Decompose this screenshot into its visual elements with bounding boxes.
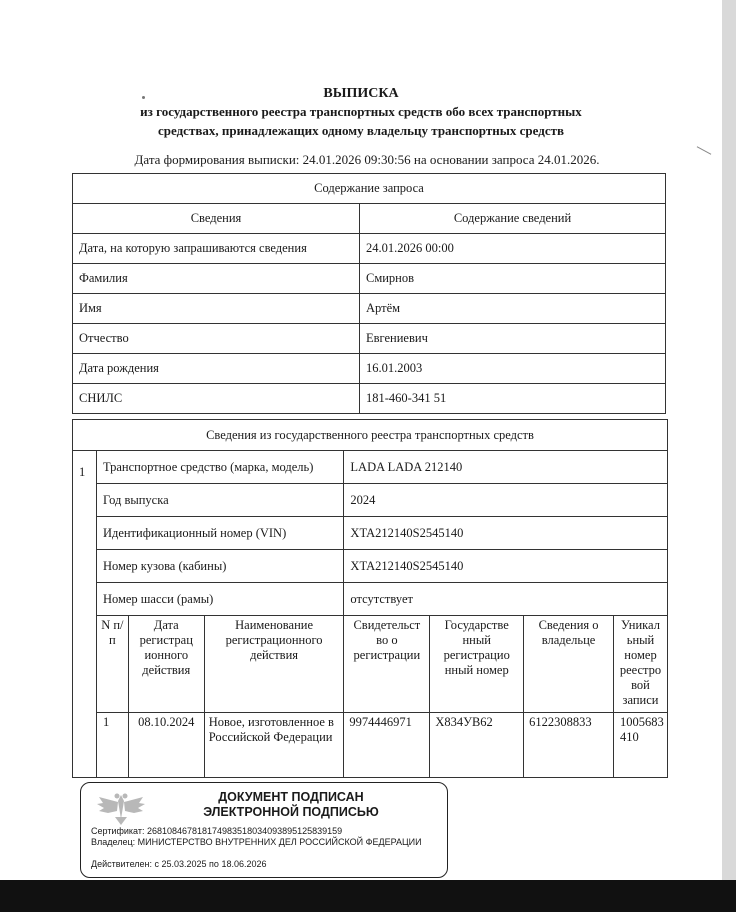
stamp-title: ДОКУМЕНТ ПОДПИСАН — [218, 790, 364, 804]
certificate-validity: Действителен: с 25.03.2025 по 18.06.2026 — [91, 859, 267, 869]
table-row — [73, 354, 666, 384]
item-number: 1 — [73, 451, 97, 778]
vehicle-label: Номер кузова (кабины) — [96, 550, 343, 583]
cell: Новое, изготовленное в Российской Федерации — [204, 713, 344, 778]
vehicle-value: отсутствует — [344, 583, 668, 616]
table-row — [73, 451, 668, 484]
request-col1-header: Сведения — [73, 204, 360, 234]
request-value: 181-460-341 51 — [360, 384, 666, 414]
table-header-row — [73, 616, 668, 713]
request-label: Дата, на которую запрашиваются сведения — [73, 234, 360, 264]
vehicle-value: LADA LADA 212140 — [344, 451, 668, 484]
request-value: Артём — [360, 294, 666, 324]
electronic-signature-stamp — [80, 782, 448, 878]
table-row — [73, 384, 666, 414]
cell: Х834УВ62 — [430, 713, 524, 778]
document-subtitle-line2: средствах, принадлежащих одному владельцу транспортных средств — [158, 123, 564, 138]
request-col2-header: Содержание сведений — [360, 204, 666, 234]
vehicle-label: Транспортное средство (марка, модель) — [96, 451, 343, 484]
cell: 1005683410 — [613, 713, 667, 778]
col-header: Свидетельст во о регистрации — [344, 616, 430, 713]
col-header: Уникал ьный номер реестро вой записи — [613, 616, 667, 713]
col-header: Сведения о владельце — [524, 616, 614, 713]
col-header: N п/п — [96, 616, 128, 713]
eagle-emblem-icon — [95, 789, 147, 829]
cell: 9974446971 — [344, 713, 430, 778]
col-header: Государстве нный регистрацио нный номер — [430, 616, 524, 713]
cell: 1 — [96, 713, 128, 778]
generation-info: Дата формирования выписки: 24.01.2026 09:30:56 на основании запроса 24.01.2026. — [134, 152, 600, 167]
table-row — [73, 264, 666, 294]
table-row — [73, 583, 668, 616]
cell: 6122308833 — [524, 713, 614, 778]
vehicle-label: Год выпуска — [96, 484, 343, 517]
certificate-number: Сертификат: 268108467818174983518034093895125839159 — [91, 826, 343, 836]
request-label: Дата рождения — [73, 354, 360, 384]
registry-caption: Сведения из государственного реестра транспортных средств — [73, 420, 668, 451]
request-value: Евгениевич — [360, 324, 666, 354]
table-row — [73, 484, 668, 517]
certificate-owner: Владелец: МИНИСТЕРСТВО ВНУТРЕННИХ ДЕЛ РОССИЙСКОЙ ФЕДЕРАЦИИ — [91, 837, 422, 847]
request-value: 24.01.2026 00:00 — [360, 234, 666, 264]
vehicle-value: XTA212140S2545140 — [344, 517, 668, 550]
bottom-dark-area — [0, 880, 736, 912]
col-header: Дата регистрац ионного действия — [128, 616, 204, 713]
page-edge-shadow — [722, 0, 736, 880]
table-row — [73, 517, 668, 550]
vehicle-label: Номер шасси (рамы) — [96, 583, 343, 616]
request-label: Фамилия — [73, 264, 360, 294]
document-title: ВЫПИСКА — [323, 86, 399, 101]
table-row — [73, 234, 666, 264]
vehicle-value: XTA212140S2545140 — [344, 550, 668, 583]
cell: 08.10.2024 — [128, 713, 204, 778]
request-label: Имя — [73, 294, 360, 324]
vehicle-label: Идентификационный номер (VIN) — [96, 517, 343, 550]
table-row — [73, 550, 668, 583]
request-label: Отчество — [73, 324, 360, 354]
table-row — [73, 294, 666, 324]
request-label: СНИЛС — [73, 384, 360, 414]
stamp-subtitle: ЭЛЕКТРОННОЙ ПОДПИСЬЮ — [203, 805, 379, 819]
vehicle-value: 2024 — [344, 484, 668, 517]
request-value: Смирнов — [360, 264, 666, 294]
request-caption: Содержание запроса — [73, 174, 666, 204]
table-row — [73, 713, 668, 778]
col-header: Наименование регистрационного действия — [204, 616, 344, 713]
table-row — [73, 324, 666, 354]
request-table — [72, 173, 666, 414]
document-subtitle-line1: из государственного реестра транспортных средств обо всех транспортных — [140, 104, 582, 119]
registry-table — [72, 419, 668, 778]
request-value: 16.01.2003 — [360, 354, 666, 384]
